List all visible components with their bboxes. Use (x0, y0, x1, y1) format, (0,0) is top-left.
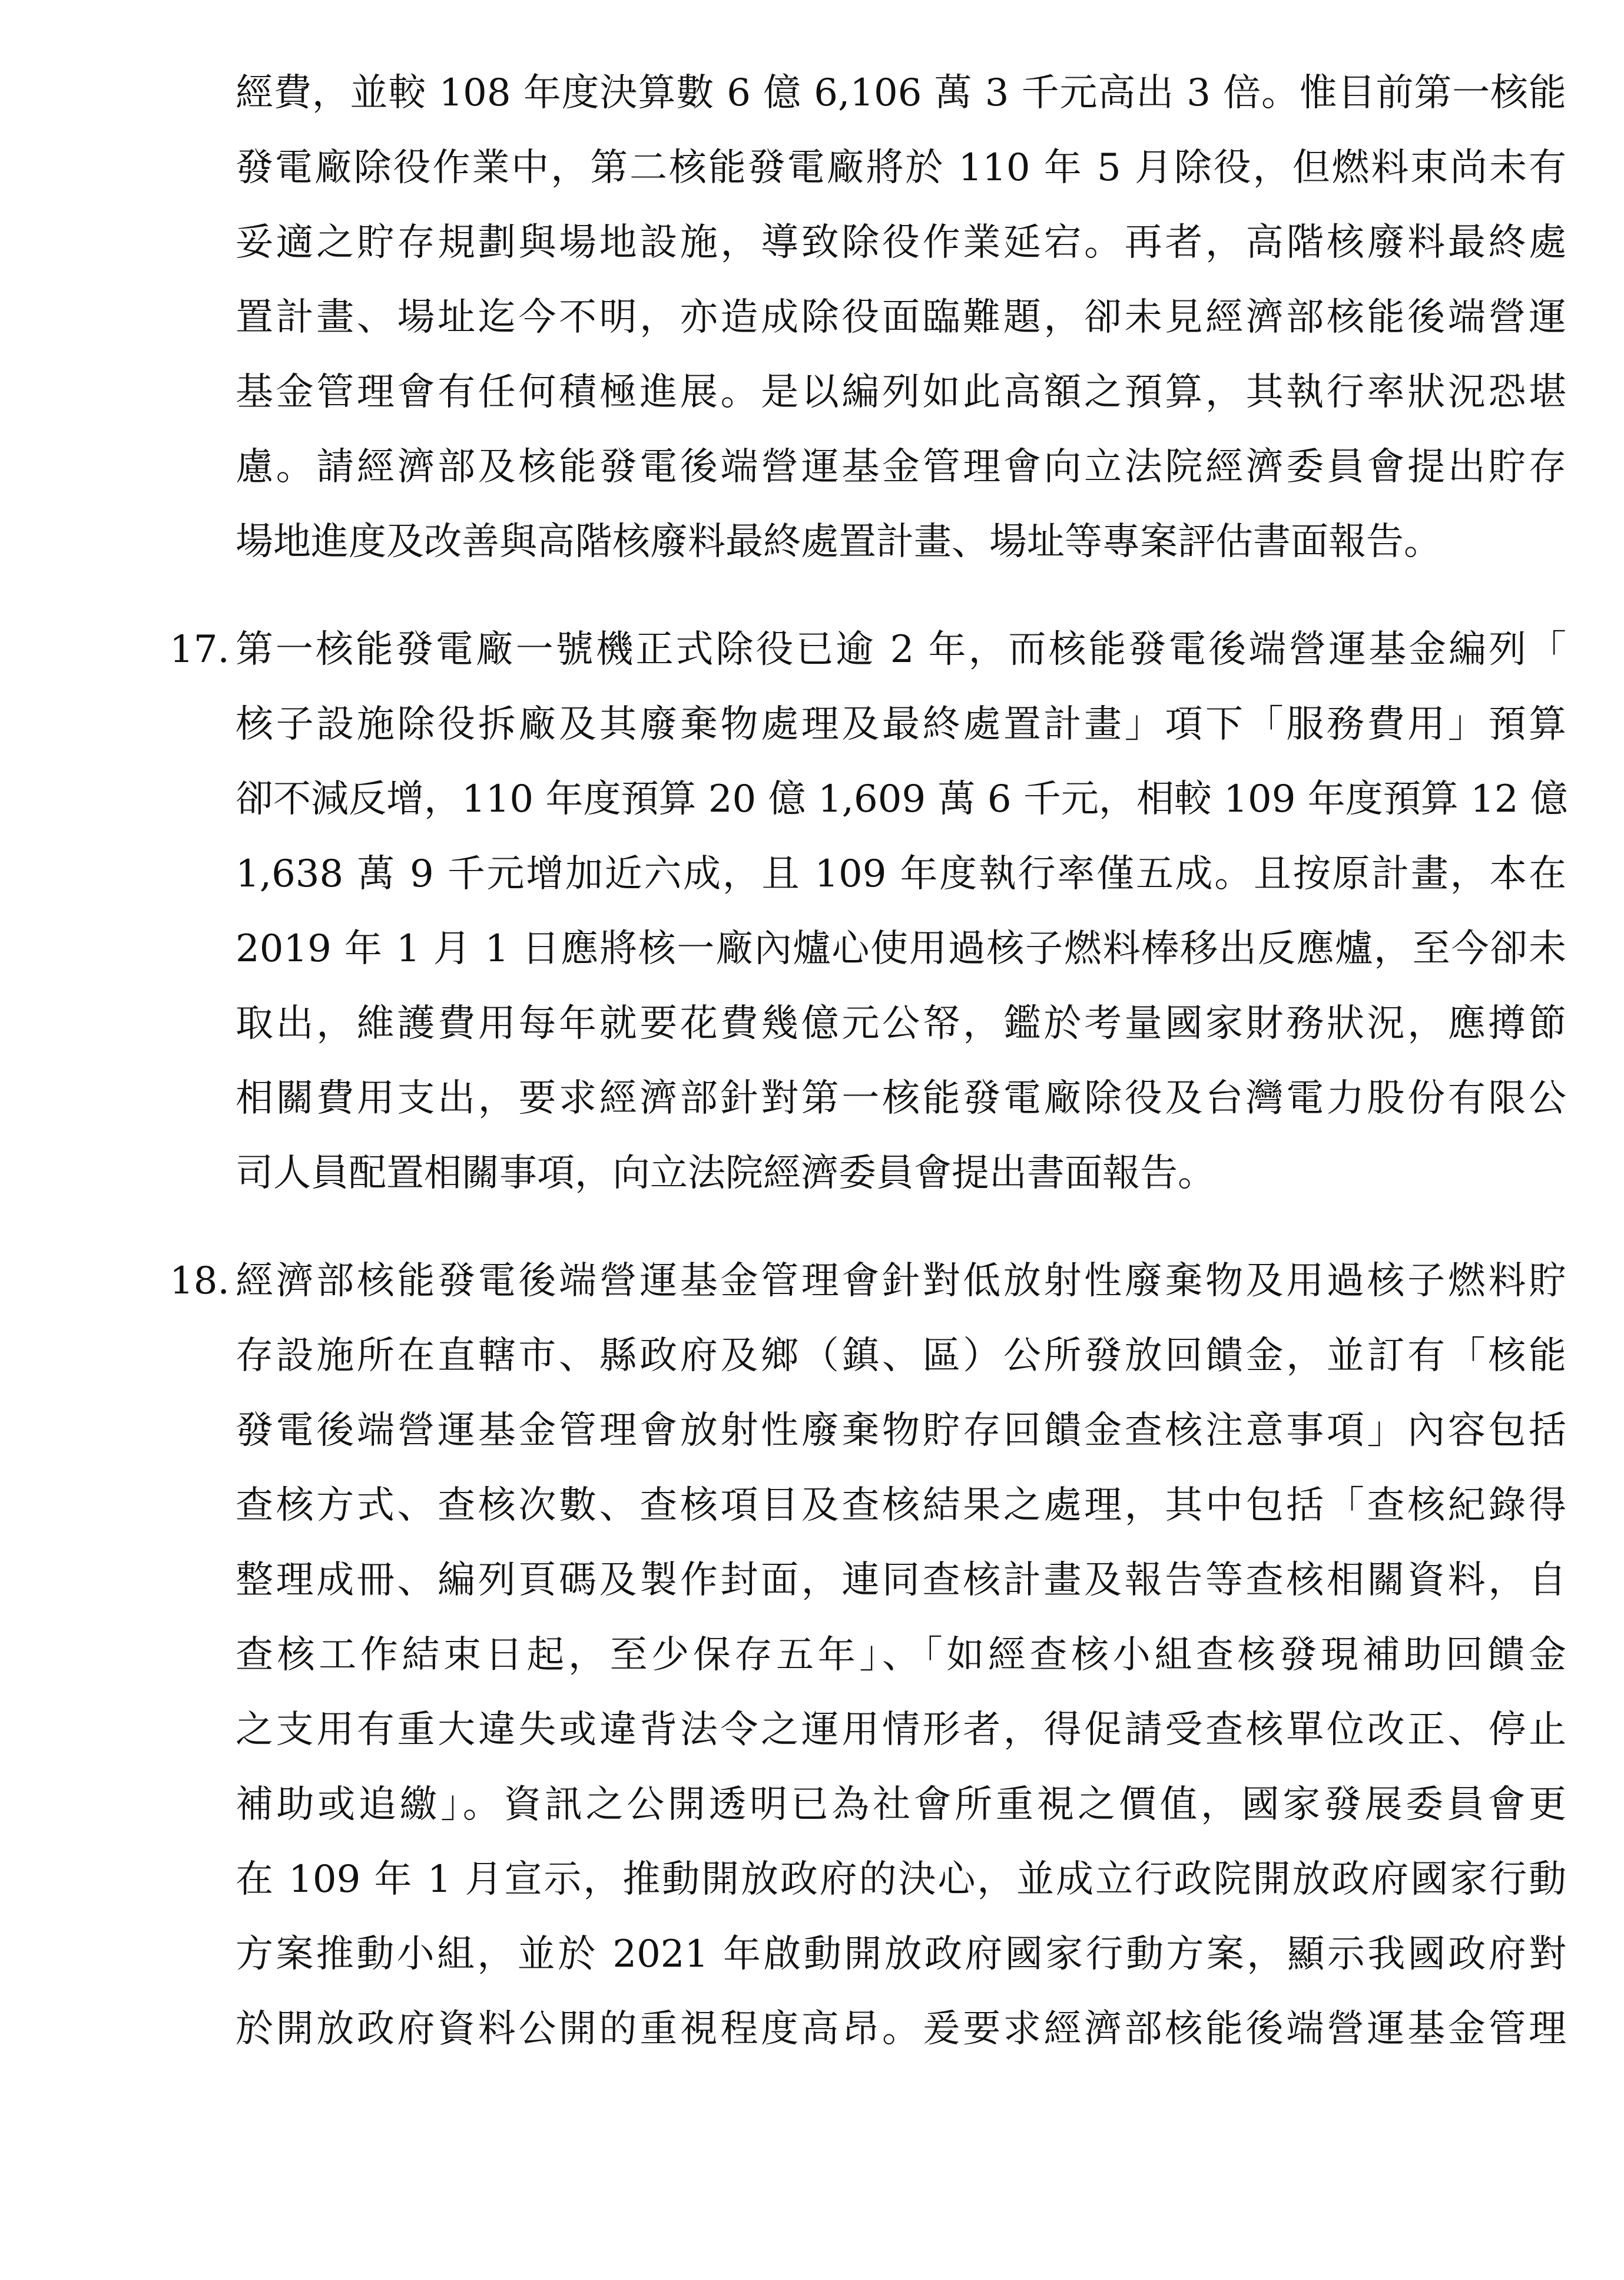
item-17-number: 17. (170, 628, 230, 671)
continued-line: 經費，並較 108 年度決算數 6 億 6,106 萬 3 千元高出 3 倍。惟目前第一核能 (236, 71, 1566, 115)
item-17-line: 1,638 萬 9 千元增加近六成，且 109 年度執行率僅五成。且按原計畫，本在 (236, 852, 1566, 896)
continued-line: 發電廠除役作業中，第二核能發電廠將於 110 年 5 月除役，但燃料束尚未有 (236, 146, 1566, 190)
item-18-number: 18. (170, 1259, 230, 1303)
item-18-line: 發電後端營運基金管理會放射性廢棄物貯存回饋金查核注意事項」內容包括 (236, 1409, 1566, 1452)
continued-line: 置計畫、場址迄今不明，亦造成除役面臨難題，卻未見經濟部核能後端營運 (236, 296, 1566, 339)
item-17-line: 卻不減反增，110 年度預算 20 億 1,609 萬 6 千元，相較 109 年度預算 12 億 (236, 777, 1568, 821)
item-18-line: 查核方式、查核次數、查核項目及查核結果之處理，其中包括「查核紀錄得 (236, 1484, 1566, 1527)
item-18-line: 方案推動小組，並於 2021 年啟動開放政府國家行動方案，顯示我國政府對 (236, 1932, 1566, 1976)
item-18-line: 存設施所在直轄市、縣政府及鄉（鎮、區）公所發放回饋金，並訂有「核能 (236, 1334, 1566, 1378)
continued-line: 慮。請經濟部及核能發電後端營運基金管理會向立法院經濟委員會提出貯存 (236, 445, 1566, 489)
item-17-line: 相關費用支出，要求經濟部針對第一核能發電廠除役及台灣電力股份有限公 (236, 1077, 1566, 1120)
item-17-line: 取出，維護費用每年就要花費幾億元公帑，鑑於考量國家財務狀況，應撙節 (236, 1002, 1566, 1045)
item-17-line: 核子設施除役拆廠及其廢棄物處理及最終處置計畫」項下「服務費用」預算 (236, 703, 1566, 746)
item-18-line: 補助或追繳」。資訊之公開透明已為社會所重視之價值，國家發展委員會更 (236, 1783, 1566, 1826)
item-18-line: 於開放政府資料公開的重視程度高昂。爰要求經濟部核能後端營運基金管理 (236, 2007, 1566, 2051)
item-17-line: 第一核能發電廠一號機正式除役已逾 2 年，而核能發電後端營運基金編列「 (236, 628, 1566, 671)
item-18-line: 在 109 年 1 月宣示，推動開放政府的決心，並成立行政院開放政府國家行動 (236, 1858, 1566, 1901)
item-18-line: 查核工作結束日起，至少保存五年」、「如經查核小組查核發現補助回饋金 (236, 1633, 1566, 1677)
item-17-line: 司人員配置相關事項，向立法院經濟委員會提出書面報告。 (236, 1151, 1215, 1195)
item-17-line: 2019 年 1 月 1 日應將核一廠內爐心使用過核子燃料棒移出反應爐，至今卻未 (236, 927, 1566, 971)
continued-line: 基金管理會有任何積極進展。是以編列如此高額之預算，其執行率狀況恐堪 (236, 370, 1566, 414)
item-18-line: 之支用有重大違失或違背法令之運用情形者，得促請受查核單位改正、停止 (236, 1708, 1566, 1752)
item-18-line: 整理成冊、編列頁碼及製作封面，連同查核計畫及報告等查核相關資料，自 (236, 1558, 1566, 1602)
continued-line: 妥適之貯存規劃與場地設施，導致除役作業延宕。再者，高階核廢料最終處 (236, 221, 1566, 264)
item-18-line: 經濟部核能發電後端營運基金管理會針對低放射性廢棄物及用過核子燃料貯 (236, 1259, 1566, 1303)
continued-line: 場地進度及改善與高階核廢料最終處置計畫、場址等專案評估書面報告。 (236, 520, 1441, 564)
